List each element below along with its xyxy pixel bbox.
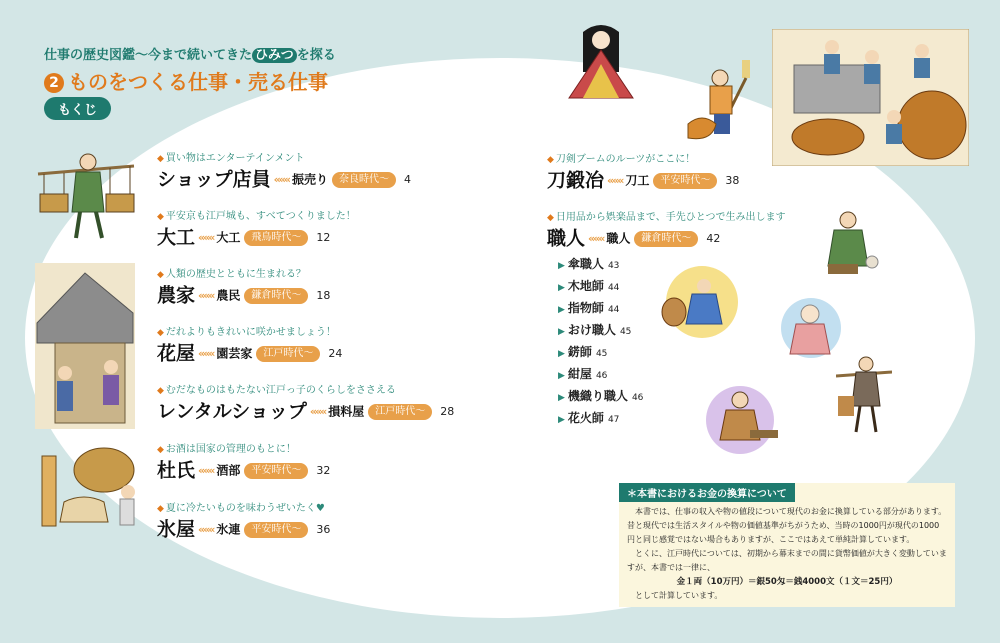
entry-title: 大工	[157, 226, 196, 249]
entry-historical-name: 損料屋	[328, 404, 365, 419]
entry-title: レンタルショップ	[157, 400, 307, 423]
entry-historical-name: 園芸家	[216, 346, 253, 361]
triangle-bullet-icon: ▶	[558, 349, 565, 359]
page-number: 18	[316, 288, 331, 302]
brewery-scene-illustration	[772, 29, 969, 166]
page-number: 4	[403, 172, 411, 186]
arrow-icon: «««	[198, 346, 214, 360]
page-number: 44	[607, 305, 620, 315]
list-item[interactable]: ▶ 指物師 44	[558, 301, 620, 315]
entry-tagline: ◆ 人類の歴史とともに生まれる？	[157, 268, 330, 282]
entry-historical-name: 農民	[216, 288, 241, 303]
spinner-illustration	[660, 264, 740, 340]
craftsman-sublist	[558, 252, 643, 428]
entry-historical-name: 氷連	[216, 522, 241, 537]
page-number: 28	[440, 404, 455, 418]
court-lady-illustration	[563, 20, 638, 100]
series-highlight: ひみつ	[252, 48, 297, 63]
page-number: 24	[328, 346, 343, 360]
entry-tagline: ◆ 平安京も江戸城も、すべてつくりました！	[157, 210, 356, 224]
page-number: 46	[595, 371, 608, 381]
entry-tagline: ◆ お酒は国家の管理のもとに！	[157, 443, 330, 457]
list-item[interactable]: ▶ 花火師 47	[558, 411, 620, 425]
volume-number: 2	[44, 73, 64, 93]
era-badge: 江戸時代～	[256, 346, 320, 362]
page-number: 47	[607, 415, 620, 425]
page-number: 12	[316, 230, 331, 244]
era-badge: 平安時代～	[244, 463, 308, 479]
toc-entry[interactable]	[547, 153, 739, 193]
note-paragraph: として計算しています。	[635, 591, 723, 600]
volume-title: 2 ものをつくる仕事・売る仕事	[44, 66, 328, 95]
arrow-icon: «««	[607, 173, 623, 187]
triangle-bullet-icon: ▶	[558, 261, 565, 271]
fireworks-maker-illustration	[700, 380, 780, 454]
currency-note	[619, 483, 955, 607]
arrow-icon: «««	[198, 522, 214, 536]
entry-title: 職人	[547, 227, 586, 250]
brewer-illustration	[34, 442, 140, 534]
note-paragraph: 本書では、仕事の収入や物の値段について現代のお金に換算している部分があります。昔と現代では生活スタイルや物の価値基準がちがうため、当時の1000円が現代の1000円と同じ感覚ではない場合もありますが、ここではあえて単純計算しています。	[627, 507, 947, 544]
page-number: 36	[316, 522, 331, 536]
entry-tagline: ◆ むだなものはもたない江戸っ子のくらしをささえる	[157, 384, 454, 398]
entry-tagline: ◆ だれよりもきれいに咲かせましょう！	[157, 326, 342, 340]
page-number: 45	[595, 349, 608, 359]
list-item[interactable]: ▶ 木地師 44	[558, 279, 620, 293]
arrow-icon: «««	[198, 288, 214, 302]
entry-tagline: ◆ 夏に冷たいものを味わうぜいたく♥	[157, 502, 330, 516]
toc-entry[interactable]	[157, 326, 342, 366]
triangle-bullet-icon: ▶	[558, 283, 565, 293]
triangle-bullet-icon: ▶	[558, 393, 565, 403]
entry-title: 刀鍛冶	[547, 169, 605, 192]
craftsman-seated-illustration	[822, 206, 884, 278]
entry-tagline: ◆ 日用品から娯楽品まで、手先ひとつで生み出します	[547, 211, 786, 225]
page-number: 32	[316, 463, 331, 477]
entry-title: 氷屋	[157, 518, 196, 541]
toc-entry[interactable]	[157, 268, 330, 308]
entry-tagline: ◆ 刀剣ブームのルーツがここに！	[547, 153, 739, 167]
triangle-bullet-icon: ▶	[558, 305, 565, 315]
woman-craftsman-illustration	[780, 294, 842, 362]
era-badge: 鎌倉時代～	[634, 231, 698, 247]
triangle-bullet-icon: ▶	[558, 371, 565, 381]
list-item[interactable]: ▶ 傘職人 43	[558, 257, 620, 271]
era-badge: 奈良時代～	[332, 172, 396, 188]
list-item[interactable]: ▶ おけ職人 45	[558, 323, 632, 337]
list-item[interactable]: ▶ 機織り職人 46	[558, 389, 644, 403]
entry-historical-name: 大工	[216, 230, 241, 245]
arrow-icon: «««	[588, 231, 604, 245]
blacksmith-illustration	[680, 58, 760, 148]
entry-tagline: ◆ 買い物はエンターテインメント	[157, 152, 411, 166]
note-paragraph: とくに、江戸時代については、初期から幕末までの間に貨幣価値が大きく変動していますが、本書では一律に、	[627, 549, 947, 572]
toc-entry[interactable]	[547, 211, 786, 251]
arrow-icon: «««	[198, 463, 214, 477]
series-title: 仕事の歴史図鑑～今まで続いてきた ひみつ を探る	[44, 48, 336, 63]
page-number: 44	[607, 283, 620, 293]
era-badge: 平安時代～	[653, 173, 717, 189]
era-badge: 平安時代～	[244, 522, 308, 538]
toc-entry[interactable]	[157, 502, 330, 542]
farmers-illustration	[35, 263, 135, 429]
peddler-illustration	[34, 150, 140, 242]
entry-historical-name: 職人	[606, 231, 631, 246]
toc-entry[interactable]	[157, 443, 330, 483]
carrier-illustration	[836, 352, 892, 434]
page-number: 46	[631, 393, 644, 403]
era-badge: 江戸時代～	[368, 404, 432, 420]
entry-historical-name: 振売り	[291, 172, 328, 187]
entry-title: 杜氏	[157, 459, 196, 482]
entry-title: 農家	[157, 284, 196, 307]
note-title: ＊本書におけるお金の換算について	[619, 483, 795, 502]
entry-historical-name: 刀工	[625, 173, 650, 188]
toc-label: もくじ	[44, 97, 111, 120]
entry-title: ショップ店員	[157, 168, 271, 191]
note-body	[619, 505, 955, 603]
page-number: 45	[619, 327, 632, 337]
triangle-bullet-icon: ▶	[558, 415, 565, 425]
page-number: 43	[607, 261, 620, 271]
triangle-bullet-icon: ▶	[558, 327, 565, 337]
entry-historical-name: 酒部	[216, 463, 241, 478]
note-formula: 金１両（10万円）＝銀50匁＝銭4000文（１文＝25円）	[676, 577, 898, 587]
entry-title: 花屋	[157, 342, 196, 365]
list-item[interactable]: ▶ 紺屋 46	[558, 367, 608, 381]
toc-entry[interactable]	[157, 210, 356, 250]
era-badge: 飛鳥時代～	[244, 230, 308, 246]
page-number: 38	[725, 173, 740, 187]
toc-entry[interactable]	[157, 384, 454, 424]
era-badge: 鎌倉時代～	[244, 288, 308, 304]
list-item[interactable]: ▶ 錺師 45	[558, 345, 608, 359]
arrow-icon: «««	[273, 172, 289, 186]
toc-entry[interactable]	[157, 152, 411, 192]
page-number: 42	[706, 231, 721, 245]
arrow-icon: «««	[198, 230, 214, 244]
arrow-icon: «««	[309, 404, 326, 418]
